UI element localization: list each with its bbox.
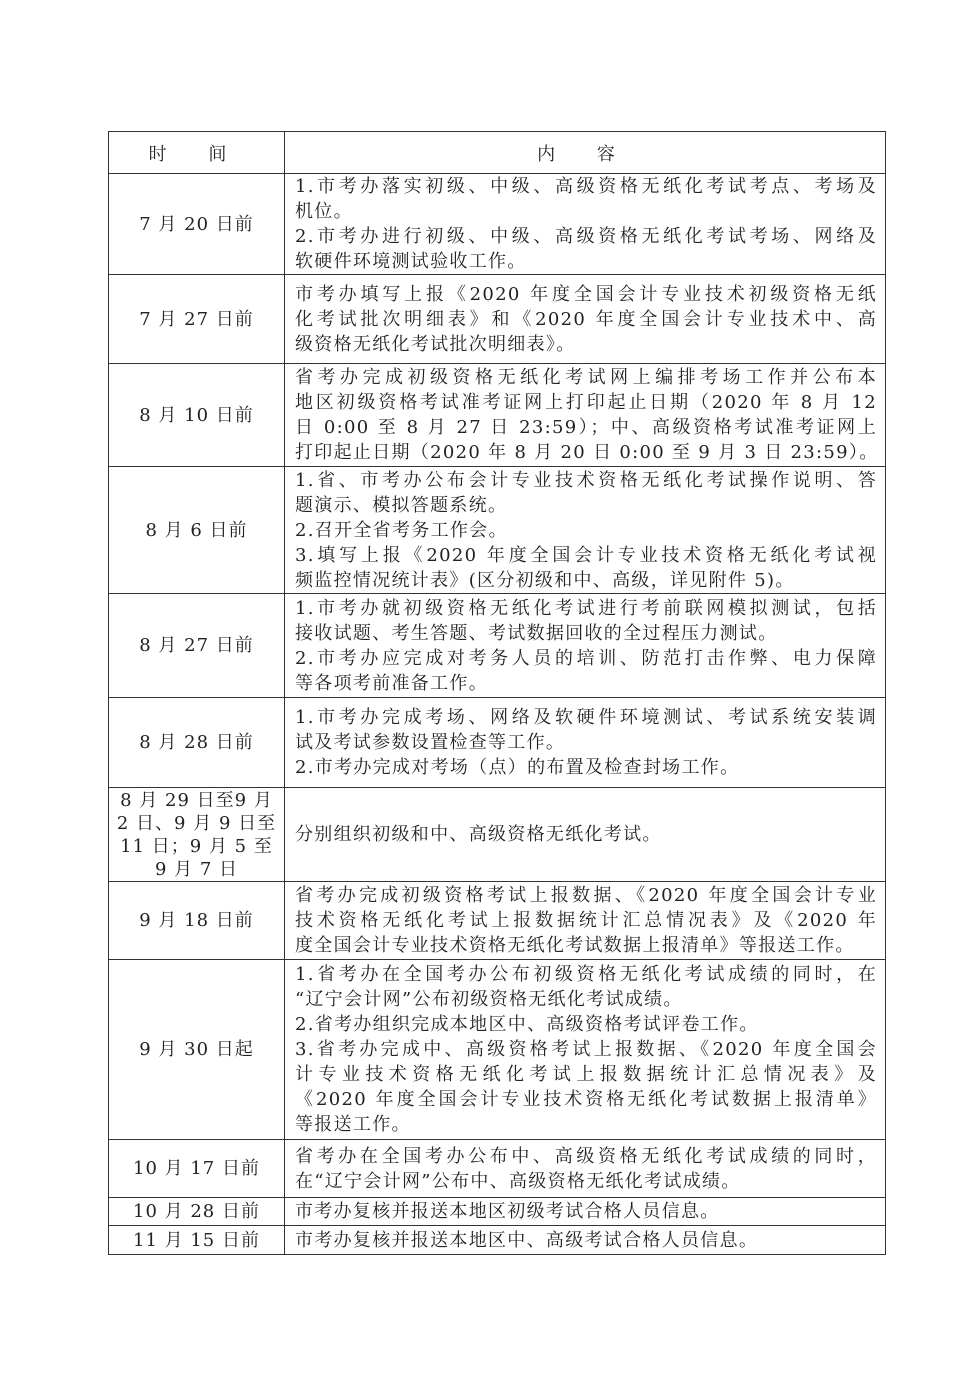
content-line: 1.省、市考办公布会计专业技术资格无纸化考试操作说明、答	[295, 469, 877, 491]
content-cell	[285, 467, 886, 594]
content-line: 2.市考办完成对考场（点）的布置及检查封场工作。	[295, 757, 740, 778]
content-line: 等各项考前准备工作。	[295, 672, 488, 694]
table-row	[109, 1140, 886, 1198]
time-text: 10 月 17 日前	[133, 1158, 260, 1179]
content-line: 等报送工作。	[295, 1114, 411, 1135]
table-header-row	[109, 132, 886, 174]
time-cell	[109, 594, 285, 698]
table-row	[109, 788, 886, 882]
content-line: 级资格无纸化考试批次明细表》。	[295, 333, 576, 355]
table-row	[109, 882, 886, 960]
content-line: 市考办复核并报送本地区初级考试合格人员信息。	[295, 1201, 720, 1222]
table-row	[109, 275, 886, 364]
table-row	[109, 467, 886, 594]
schedule-table	[108, 131, 886, 1255]
content-line: 市考办填写上报《2020 年度全国会计专业技术初级资格无纸	[295, 283, 877, 305]
content-cell	[285, 960, 886, 1140]
content-cell	[285, 698, 886, 788]
content-line: 1.市考办落实初级、中级、高级资格无纸化考试考点、考场及	[295, 176, 877, 197]
time-text: 11 月 15 日前	[133, 1229, 260, 1251]
content-line: “辽宁会计网”公布初级资格无纸化考试成绩。	[295, 989, 683, 1010]
time-text: 11 日；9 月 5 至	[120, 835, 273, 857]
time-text: 8 月 6 日前	[145, 519, 248, 541]
content-cell	[285, 788, 886, 882]
content-line: 在“辽宁会计网”公布中、高级资格无纸化考试成绩。	[295, 1170, 741, 1192]
content-line: 机位。	[295, 201, 353, 222]
table-row	[109, 364, 886, 467]
content-line: 市考办复核并报送本地区中、高级考试合格人员信息。	[295, 1229, 759, 1251]
time-text: 8 月 10 日前	[139, 404, 254, 426]
table-row	[109, 1226, 886, 1255]
content-line: 化考试批次明细表》和《2020 年度全国会计专业技术中、高	[295, 308, 877, 330]
content-line: 2.市考办进行初级、中级、高级资格无纸化考试考场、网络及	[295, 226, 877, 247]
time-text: 8 月 29 日至9 月	[120, 789, 273, 811]
time-cell	[109, 1226, 285, 1255]
time-cell	[109, 174, 285, 275]
content-line: 省考办完成初级资格无纸化考试网上编排考场工作并公布本	[295, 367, 877, 388]
content-cell	[285, 594, 886, 698]
header-content: 内 容	[285, 132, 886, 174]
content-line: 计专业技术资格无纸化考试上报数据统计汇总情况表》及	[295, 1064, 877, 1085]
content-line: 省考办在全国考办公布中、高级资格无纸化考试成绩的同时，	[295, 1145, 877, 1167]
time-text: 8 月 28 日前	[139, 732, 254, 753]
time-text: 9 月 30 日起	[139, 1039, 254, 1060]
content-line: 3.省考办完成中、高级资格考试上报数据、《2020 年度全国会	[295, 1039, 877, 1060]
time-cell	[109, 275, 285, 364]
header-time: 时 间	[109, 132, 285, 174]
content-line: 软硬件环境测试验收工作。	[295, 251, 527, 272]
time-cell	[109, 1198, 285, 1226]
content-cell	[285, 1226, 886, 1255]
content-line: 接收试题、考生答题、考试数据回收的全过程压力测试。	[295, 622, 778, 644]
table-row	[109, 174, 886, 275]
time-cell	[109, 698, 285, 788]
time-cell	[109, 1140, 285, 1198]
content-line: 分别组织初级和中、高级资格无纸化考试。	[295, 824, 662, 845]
content-cell	[285, 1140, 886, 1198]
content-line: 日 0:00 至 8 月 27 日 23:59）；中、高级资格考试准考证网上	[295, 417, 877, 438]
content-line: 省考办完成初级资格考试上报数据、《2020 年度全国会计专业	[295, 885, 877, 906]
time-text: 9 月 7 日	[154, 858, 239, 880]
content-line: 题演示、模拟答题系统。	[295, 494, 508, 516]
content-line: 1.省考办在全国考办公布初级资格无纸化考试成绩的同时，在	[295, 964, 877, 985]
content-line: 《2020 年度全国会计专业技术资格无纸化考试数据上报清单》	[295, 1089, 877, 1110]
table-row	[109, 1198, 886, 1226]
content-line: 技术资格无纸化考试上报数据统计汇总情况表》及《2020 年	[295, 910, 877, 931]
table-row	[109, 594, 886, 698]
content-line: 2.召开全省考务工作会。	[295, 519, 508, 541]
time-text: 10 月 28 日前	[133, 1201, 260, 1222]
content-line: 2.市考办应完成对考务人员的培训、防范打击作弊、电力保障	[295, 647, 877, 669]
table-row	[109, 960, 886, 1140]
time-text: 7 月 27 日前	[139, 308, 254, 330]
time-text: 9 月 18 日前	[139, 910, 254, 931]
table-row	[109, 698, 886, 788]
content-cell	[285, 174, 886, 275]
content-line: 试及考试参数设置检查等工作。	[295, 732, 566, 753]
time-text: 8 月 27 日前	[139, 635, 254, 656]
time-cell	[109, 364, 285, 467]
content-line: 1.市考办就初级资格无纸化考试进行考前联网模拟测试，包括	[295, 597, 877, 619]
time-cell	[109, 882, 285, 960]
time-text: 7 月 20 日前	[139, 213, 254, 235]
content-cell	[285, 1198, 886, 1226]
content-line: 频监控情况统计表》(区分初级和中、高级，详见附件 5)。	[295, 569, 795, 591]
content-line: 1.市考办完成考场、网络及软硬件环境测试、考试系统安装调	[295, 707, 877, 728]
content-cell	[285, 275, 886, 364]
content-line: 度全国会计专业技术资格无纸化考试数据上报清单》等报送工作。	[295, 935, 855, 956]
content-cell	[285, 882, 886, 960]
time-text: 2 日、9 月 9 日至	[116, 812, 277, 834]
time-cell	[109, 788, 285, 882]
time-cell	[109, 960, 285, 1140]
content-cell	[285, 364, 886, 467]
table-body	[109, 174, 886, 1255]
time-cell	[109, 467, 285, 594]
content-line: 2.省考办组织完成本地区中、高级资格考试评卷工作。	[295, 1014, 759, 1035]
content-line: 3.填写上报《2020 年度全国会计专业技术资格无纸化考试视	[295, 544, 877, 566]
content-line: 地区初级资格考试准考证网上打印起止日期（2020 年 8 月 12	[295, 392, 877, 413]
content-line: 打印起止日期（2020 年 8 月 20 日 0:00 至 9 月 3 日 23:59）。	[295, 442, 879, 463]
